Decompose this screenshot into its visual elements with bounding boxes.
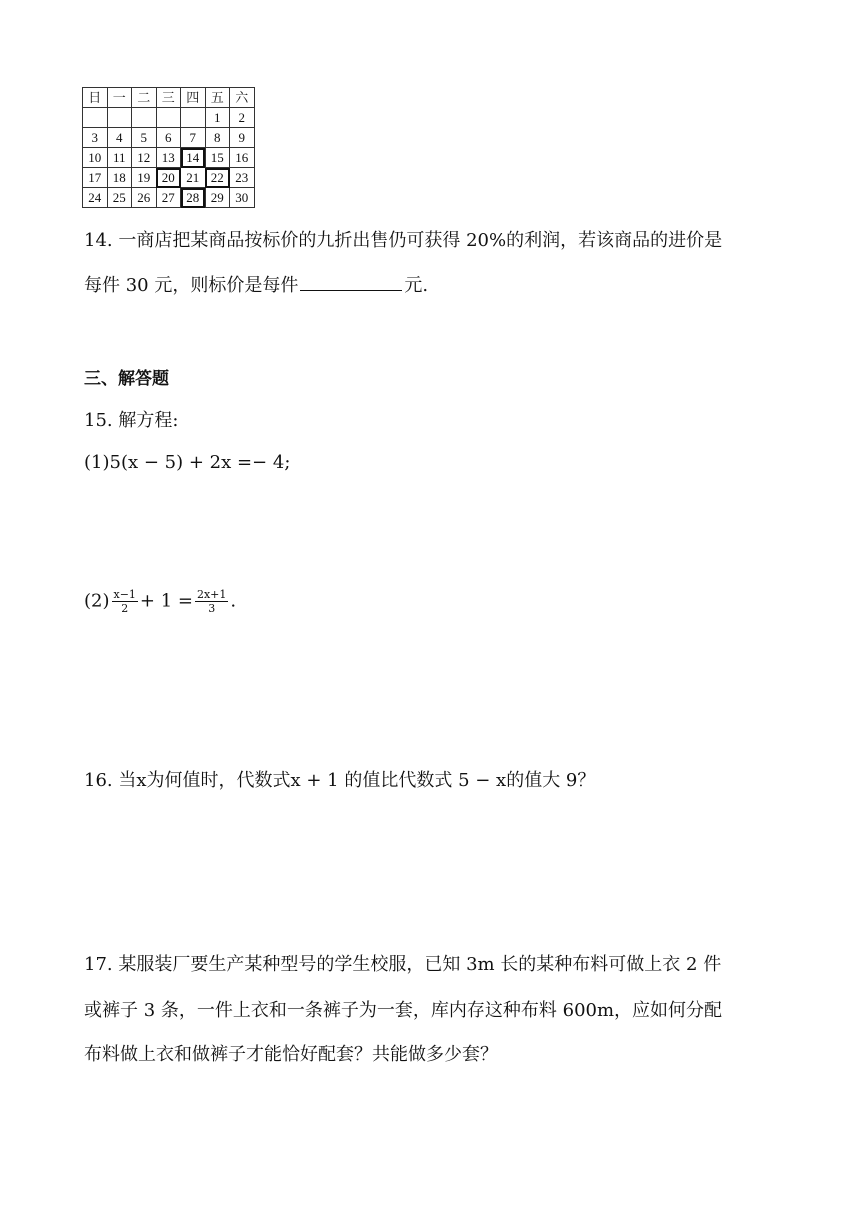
fraction-rhs-denominator: 3 xyxy=(208,602,216,615)
answer-blank xyxy=(300,272,402,291)
calendar-day-cell: 11 xyxy=(107,148,132,168)
calendar-day-cell: 30 xyxy=(230,188,255,208)
calendar-day-cell: 10 xyxy=(83,148,108,168)
q14-line1: 14. 一商店把某商品按标价的九折出售仍可获得 20%的利润，若该商品的进价是 xyxy=(84,230,723,251)
q17-line1: 17. 某服装厂要生产某种型号的学生校服，已知 3m 长的某种布料可做上衣 2 件 xyxy=(84,954,722,975)
calendar-day-cell: 17 xyxy=(83,168,108,188)
calendar-day-cell xyxy=(83,108,108,128)
q15-part1-label: (1) xyxy=(84,452,110,473)
q15-part2-label: (2) xyxy=(84,590,110,612)
calendar-day-cell: 1 xyxy=(205,108,230,128)
q15-part1-equation: 5(x − 5) + 2x =− 4; xyxy=(109,452,291,473)
calendar-header-row xyxy=(83,88,255,108)
q14-line2-after: 元. xyxy=(404,275,429,296)
calendar-day-cell xyxy=(156,108,181,128)
calendar-day-cell: 23 xyxy=(230,168,255,188)
calendar-weekday-cell: 五 xyxy=(205,88,230,108)
calendar-day-cell: 12 xyxy=(132,148,157,168)
calendar-day-cell: 4 xyxy=(107,128,132,148)
calendar-day-cell: 26 xyxy=(132,188,157,208)
calendar-day-cell: 25 xyxy=(107,188,132,208)
calendar-day-cell: 29 xyxy=(205,188,230,208)
calendar-weekday-cell: 一 xyxy=(107,88,132,108)
calendar-day-cell: 8 xyxy=(205,128,230,148)
calendar-day-cell: 16 xyxy=(230,148,255,168)
calendar-day-cell: 2 xyxy=(230,108,255,128)
calendar-day-cell xyxy=(181,108,206,128)
fraction-rhs xyxy=(195,588,228,615)
section-3-title: 三、解答题 xyxy=(84,369,169,389)
calendar-weekday-cell: 日 xyxy=(83,88,108,108)
calendar-day-cell: 20 xyxy=(156,168,181,188)
calendar-weekday-cell: 二 xyxy=(132,88,157,108)
fraction-lhs xyxy=(112,588,138,615)
calendar-week-row xyxy=(83,128,255,148)
calendar-day-cell: 22 xyxy=(205,168,230,188)
calendar-day-cell: 13 xyxy=(156,148,181,168)
calendar-day-cell: 18 xyxy=(107,168,132,188)
calendar-week-row xyxy=(83,148,255,168)
fraction-lhs-denominator: 2 xyxy=(121,602,129,615)
calendar-day-cell: 15 xyxy=(205,148,230,168)
q17-line3: 布料做上衣和做裤子才能恰好配套？共能做多少套？ xyxy=(84,1044,498,1065)
q14-line2 xyxy=(84,272,428,299)
calendar-weekday-cell: 六 xyxy=(230,88,255,108)
calendar-day-cell: 21 xyxy=(181,168,206,188)
calendar-week-row xyxy=(83,168,255,188)
calendar-day-cell: 5 xyxy=(132,128,157,148)
q15-part2-end: . xyxy=(230,590,237,612)
calendar-table xyxy=(82,87,255,208)
fraction-rhs-numerator: 2x+1 xyxy=(196,588,227,601)
q16-text: 16. 当x为何值时，代数式x + 1 的值比代数式 5 − x的值大 9？ xyxy=(84,770,596,791)
q15-title: 15. 解方程: xyxy=(84,410,179,431)
calendar-day-cell: 27 xyxy=(156,188,181,208)
calendar-weekday-cell: 四 xyxy=(181,88,206,108)
q15-part2-middle: + 1 = xyxy=(139,590,193,612)
calendar-day-cell: 14 xyxy=(181,148,206,168)
q15-part1 xyxy=(84,450,290,476)
calendar-day-cell: 9 xyxy=(230,128,255,148)
calendar-day-cell xyxy=(132,108,157,128)
q15-part2 xyxy=(84,588,236,615)
calendar-weekday-cell: 三 xyxy=(156,88,181,108)
calendar-day-cell: 6 xyxy=(156,128,181,148)
calendar-day-cell: 28 xyxy=(181,188,206,208)
calendar-day-cell xyxy=(107,108,132,128)
calendar-day-cell: 3 xyxy=(83,128,108,148)
fraction-lhs-numerator: x−1 xyxy=(113,588,136,601)
q14-line2-before: 每件 30 元，则标价是每件 xyxy=(84,275,299,296)
calendar-day-cell: 24 xyxy=(83,188,108,208)
q17-line2: 或裤子 3 条，一件上衣和一条裤子为一套，库内存这种布料 600m，应如何分配 xyxy=(84,1000,723,1021)
calendar-week-row xyxy=(83,188,255,208)
calendar-day-cell: 19 xyxy=(132,168,157,188)
calendar-day-cell: 7 xyxy=(181,128,206,148)
calendar-week-row xyxy=(83,108,255,128)
